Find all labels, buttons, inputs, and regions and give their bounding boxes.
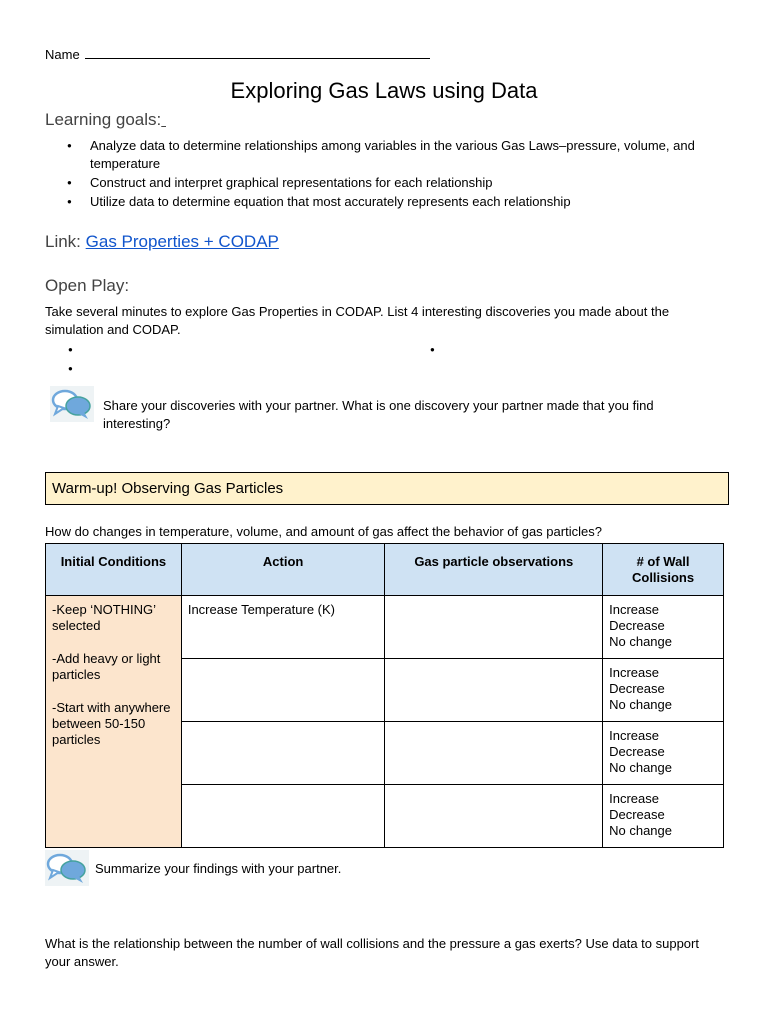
open-play-heading: Open Play: bbox=[45, 276, 130, 295]
warmup-question: How do changes in temperature, volume, and amount of gas affect the behavior of gas particles? bbox=[45, 524, 602, 539]
discovery-bullet[interactable]: ● bbox=[68, 364, 73, 373]
warmup-section-header: Warm-up! Observing Gas Particles bbox=[45, 472, 729, 505]
page-title: Exploring Gas Laws using Data bbox=[230, 78, 538, 103]
list-item: ● Analyze data to determine relationships among variables in the various Gas Laws–pressure, volume, and temperature bbox=[45, 137, 725, 173]
final-question: What is the relationship between the number of wall collisions and the pressure a gas exerts? Use data to support your answer. bbox=[45, 936, 699, 969]
header-wall-collisions: # of Wall Collisions bbox=[603, 544, 724, 596]
share-prompt: Share your discoveries with your partner. What is one discovery your partner made that you find interesting? bbox=[103, 398, 654, 431]
observations-table bbox=[45, 543, 724, 848]
name-blank[interactable] bbox=[85, 46, 430, 59]
wall-collisions-cell[interactable]: Increase Decrease No change bbox=[603, 596, 724, 659]
discovery-bullet[interactable]: ● bbox=[430, 345, 435, 354]
wall-collisions-cell[interactable]: Increase Decrease No change bbox=[603, 722, 724, 785]
observation-cell[interactable] bbox=[385, 659, 603, 722]
gas-properties-codap-link[interactable]: Gas Properties + CODAP bbox=[85, 232, 279, 251]
action-cell[interactable] bbox=[181, 785, 385, 848]
initial-conditions-cell: -Keep ‘NOTHING’ selected -Add heavy or light particles -Start with anywhere between 50-150 particles bbox=[46, 596, 182, 848]
action-cell[interactable] bbox=[181, 722, 385, 785]
header-observations: Gas particle observations bbox=[385, 544, 603, 596]
wall-collisions-cell[interactable]: Increase Decrease No change bbox=[603, 785, 724, 848]
open-play-instructions: Take several minutes to explore Gas Properties in CODAP. List 4 interesting discoveries you made about the simulation and CODAP. bbox=[45, 304, 670, 337]
summary-prompt: Summarize your findings with your partner. bbox=[95, 861, 342, 876]
list-item: ● Utilize data to determine equation that most accurately represents each relationship bbox=[45, 193, 725, 211]
list-item: ● Construct and interpret graphical representations for each relationship bbox=[45, 174, 725, 192]
learning-goals-list bbox=[45, 137, 725, 212]
observation-cell[interactable] bbox=[385, 722, 603, 785]
wall-collisions-cell[interactable]: Increase Decrease No change bbox=[603, 659, 724, 722]
link-label: Link: bbox=[45, 232, 81, 251]
chat-bubbles-icon bbox=[45, 850, 89, 886]
discovery-bullet[interactable]: ● bbox=[68, 345, 73, 354]
header-initial-conditions: Initial Conditions bbox=[46, 544, 182, 596]
observation-cell[interactable] bbox=[385, 785, 603, 848]
table-row bbox=[46, 596, 724, 659]
name-line bbox=[45, 46, 430, 62]
learning-goals-heading: Learning goals: bbox=[45, 110, 162, 129]
link-row bbox=[45, 232, 279, 252]
chat-bubbles-icon bbox=[50, 386, 94, 422]
action-cell[interactable]: Increase Temperature (K) bbox=[181, 596, 385, 659]
name-label: Name bbox=[45, 47, 80, 62]
action-cell[interactable] bbox=[181, 659, 385, 722]
observation-cell[interactable] bbox=[385, 596, 603, 659]
header-action: Action bbox=[181, 544, 385, 596]
